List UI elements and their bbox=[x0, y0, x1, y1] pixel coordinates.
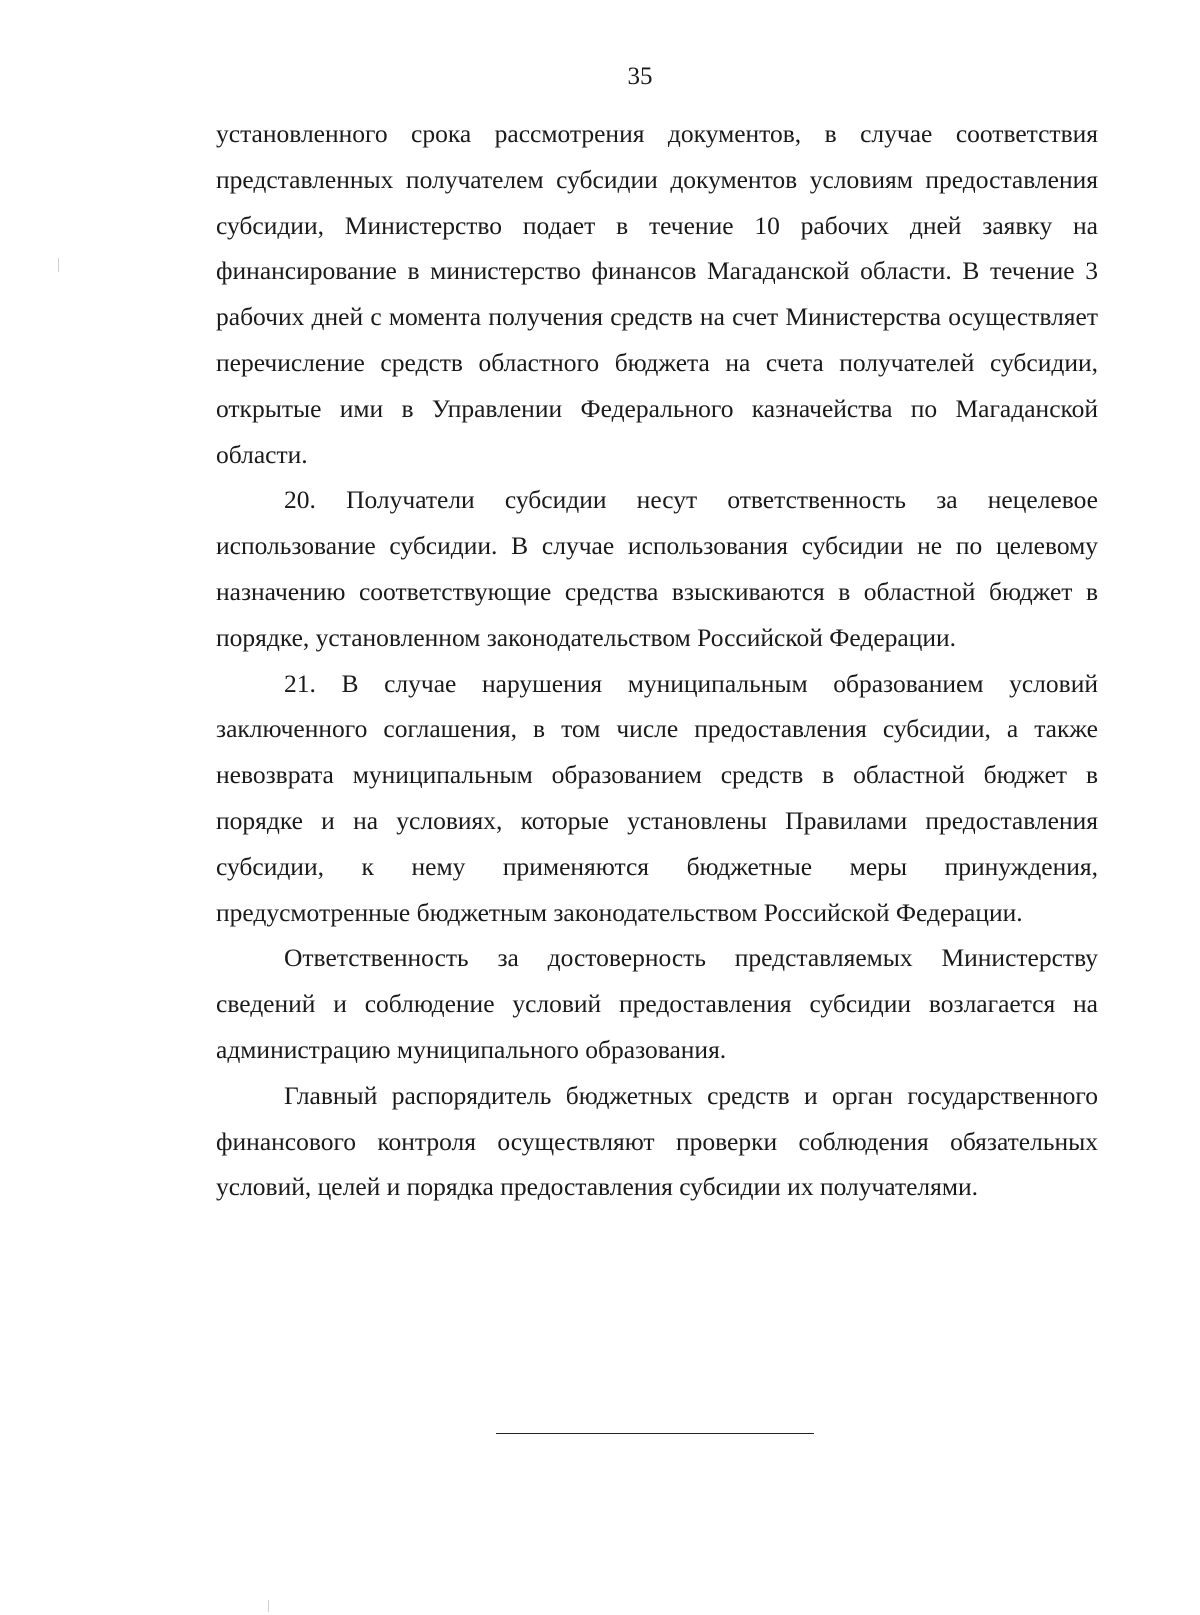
paragraph-continuation: установленного срока рассмотрения документов, в случае соответствия представленных получателем субсидии документов условиям предоставления субсидии, Министерство подает в течение 10 рабочих дней заявку на финансирование в министерство финансов Магаданской области. В течение 3 рабочих дней с момента получения средств на счет Министерства осуществляет перечисление средств областного бюджета на счета получателей субсидии, открытые ими в Управлении Федерального казначейства по Магаданской области. bbox=[216, 119, 1098, 469]
end-of-document-rule bbox=[496, 1433, 814, 1434]
document-body bbox=[216, 111, 1098, 1210]
scan-speck bbox=[58, 258, 59, 272]
scan-speck bbox=[268, 1600, 269, 1612]
paragraph-control: Главный распорядитель бюджетных средств и орган государственного финансового контроля осуществляют проверки соблюдения обязательных условий, целей и порядка предоставления субсидии их получателями. bbox=[216, 1080, 1098, 1202]
page-number: 35 bbox=[627, 63, 653, 90]
paragraph-clause-20: 20. Получатели субсидии несут ответственность за нецелевое использование субсидии. В случае использования субсидии не по целевому назначению соответствующие средства взыскиваются в областной бюджет в порядке, установленном законодательством Российской Федерации. bbox=[216, 485, 1098, 652]
paragraph-clause-21: 21. В случае нарушения муниципальным образованием условий заключенного соглашения, в том числе предоставления субсидии, а также невозврата муниципальным образованием средств в областной бюджет в порядке и на условиях, которые установлены Правилами предоставления субсидии, к нему применяются бюджетные меры принуждения, предусмотренные бюджетным законодательством Российской Федерации. bbox=[216, 668, 1098, 927]
paragraph-responsibility: Ответственность за достоверность представляемых Министерству сведений и соблюдение условий предоставления субсидии возлагается на администрацию муниципального образования. bbox=[216, 943, 1098, 1064]
